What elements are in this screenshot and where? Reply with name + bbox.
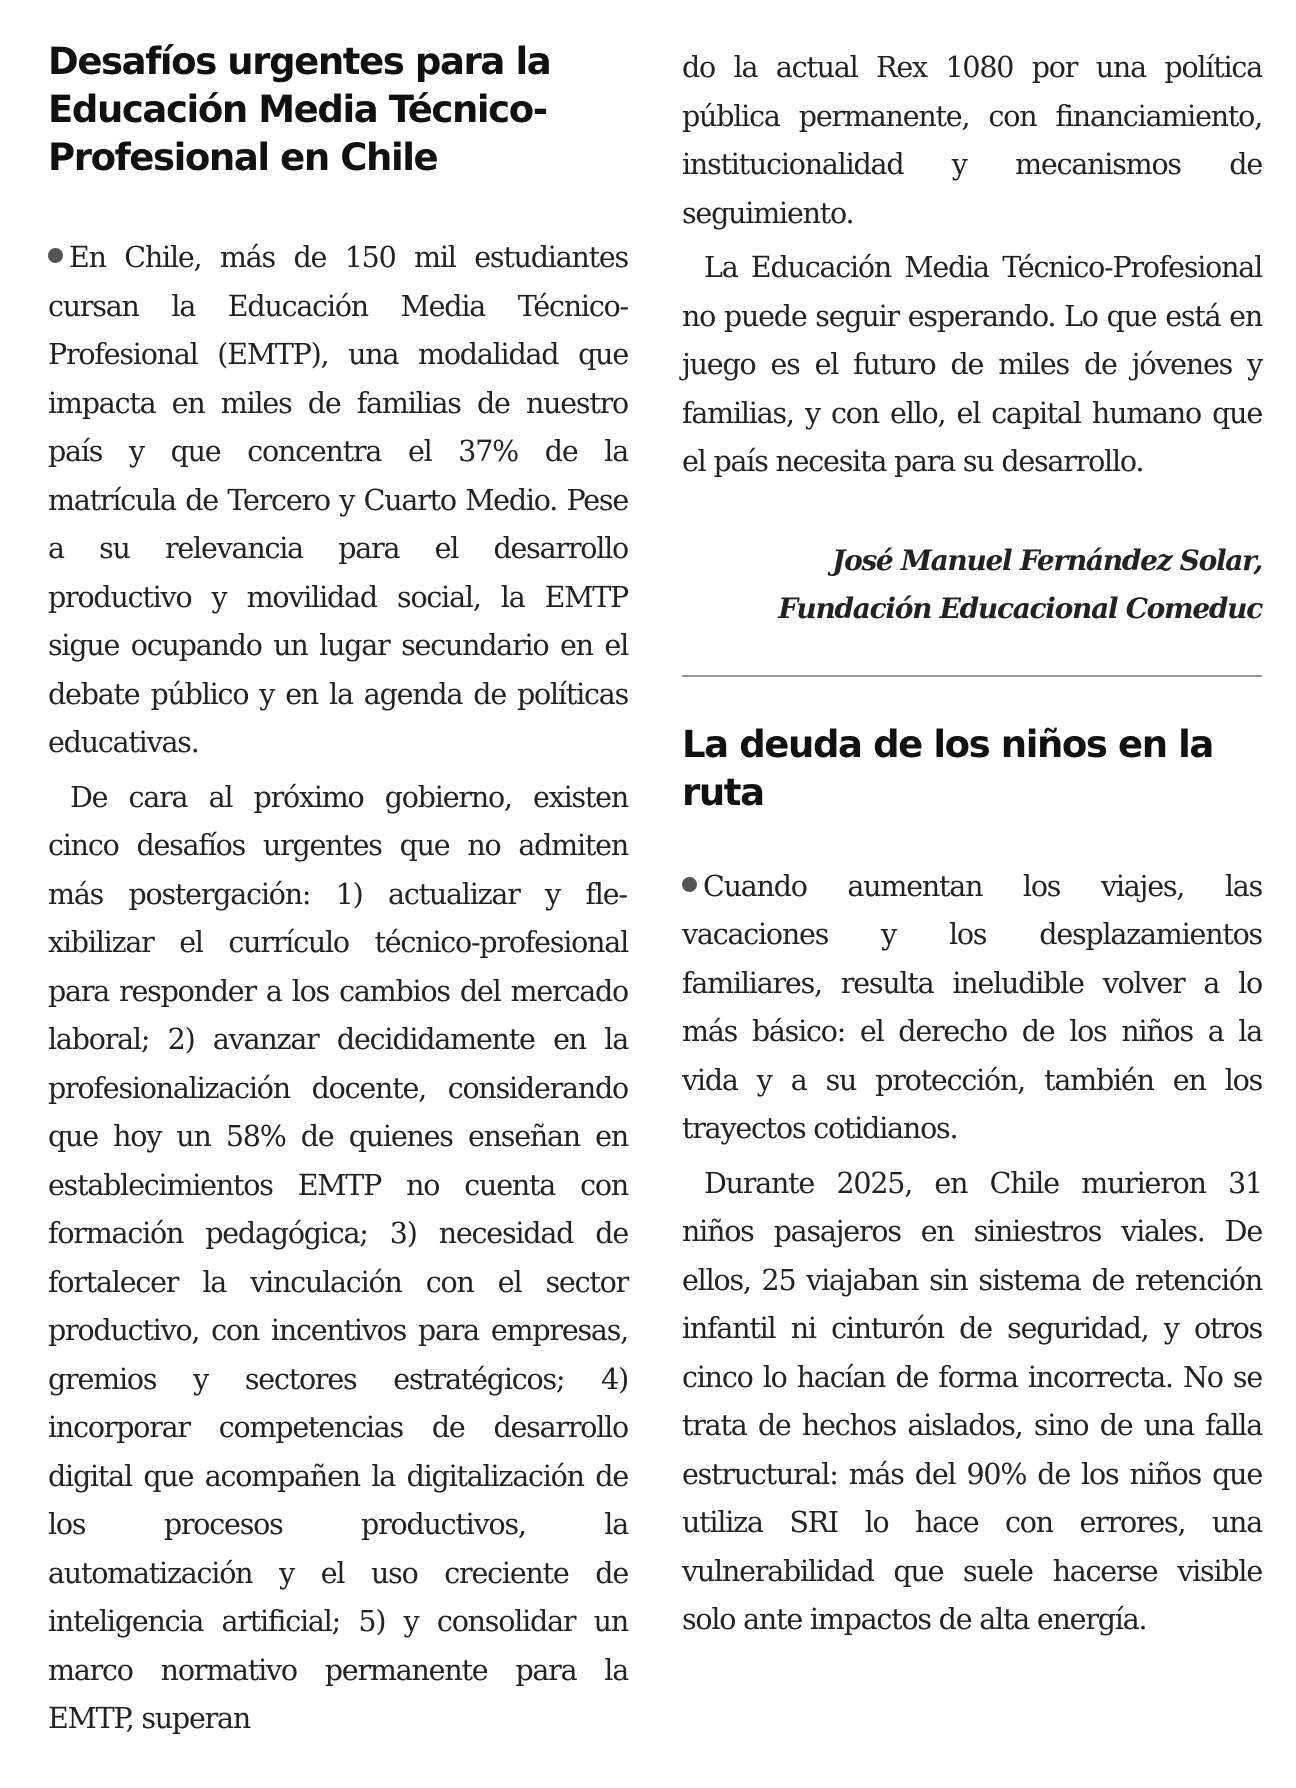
article-divider xyxy=(682,675,1262,677)
article1-author-signature: José Manuel Fernández Solar, Fundación Educacional Comeduc xyxy=(778,543,1262,625)
article2-paragraph-2: Durante 2025, en Chile murieron 31 niños pasajeros en siniestros viales. De ellos, 25 viajaban sin sistema de retención infantil ni cinturón de seguridad, y otros cinco lo hacían de forma incorrecta. No se trata de hechos aislados, sino de una falla estructural: más del 90% de los niños que utiliza SRI lo hace con errores, una vulnerabilidad que suele hacerse visible solo ante impactos de alta energía. xyxy=(682,1166,1262,1636)
bullet-icon xyxy=(48,248,63,263)
article2-paragraph-1 xyxy=(682,863,1262,1154)
article1-title: Desafíos urgentes para la Educación Media Técnico-Profesional en Chile xyxy=(48,40,551,179)
left-column xyxy=(48,0,628,1744)
article1-paragraph-3: La Educación Media Técnico-Profesional no puede seguir esperando. Lo que está en juego es el futuro de miles de jóvenes y familias, y con ello, el capital humano que el país necesita para su desarrollo. xyxy=(682,251,1262,478)
article2-title: La deuda de los niños en la ruta xyxy=(682,722,1214,814)
article2-paragraph-1-text: Cuando aumentan los viajes, las vacaciones y los desplazamientos familiares, resulta ineludible volver a lo más básico: el derecho de los niños a la vida y a su protección, también en los trayectos cotidianos. xyxy=(682,869,1262,1145)
article1-paragraph-1-text: En Chile, más de 150 mil estudiantes cursan la Educación Media Técnico-Profesional (EMTP), una modalidad que impacta en miles de familias de nuestro país y que concentra el 37% de la matrícula de Tercero y Cuarto Medio. Pese a su relevancia para el desarrollo productivo y movilidad social, la EMTP sigue ocupando un lugar secundario en el debate público y en la agenda de políticas educativas. xyxy=(48,241,628,759)
bullet-icon xyxy=(682,877,697,892)
article1-paragraph-2-continued: do la actual Rex 1080 por una política pública permanente, con financiamiento, institucionalidad y mecanismos de seguimiento. xyxy=(682,51,1262,230)
right-column xyxy=(682,0,1262,1645)
article1-paragraph-2: De cara al próximo gobierno, existen cinco desafíos urgentes que no admiten más postergación: 1) actualizar y flexibilizar el currículo técnico-profesional para responder a los cambios del mercado laboral; 2) avanzar decididamente en la profesionalización docente, considerando que hoy un 58% de quienes enseñan en establecimientos EMTP no cuenta con formación pedagógica; 3) necesidad de fortalecer la vinculación con el sector productivo, con incentivos para empresas, gremios y sectores estratégicos; 4) incorporar competencias de desarrollo digital que acompañen la digitalización de los procesos productivos, la automatización y el uso creciente de inteligencia artificial; 5) y consolidar un marco normativo permanente para la EMTP, superan xyxy=(48,780,628,1735)
article1-paragraph-1 xyxy=(48,234,628,768)
